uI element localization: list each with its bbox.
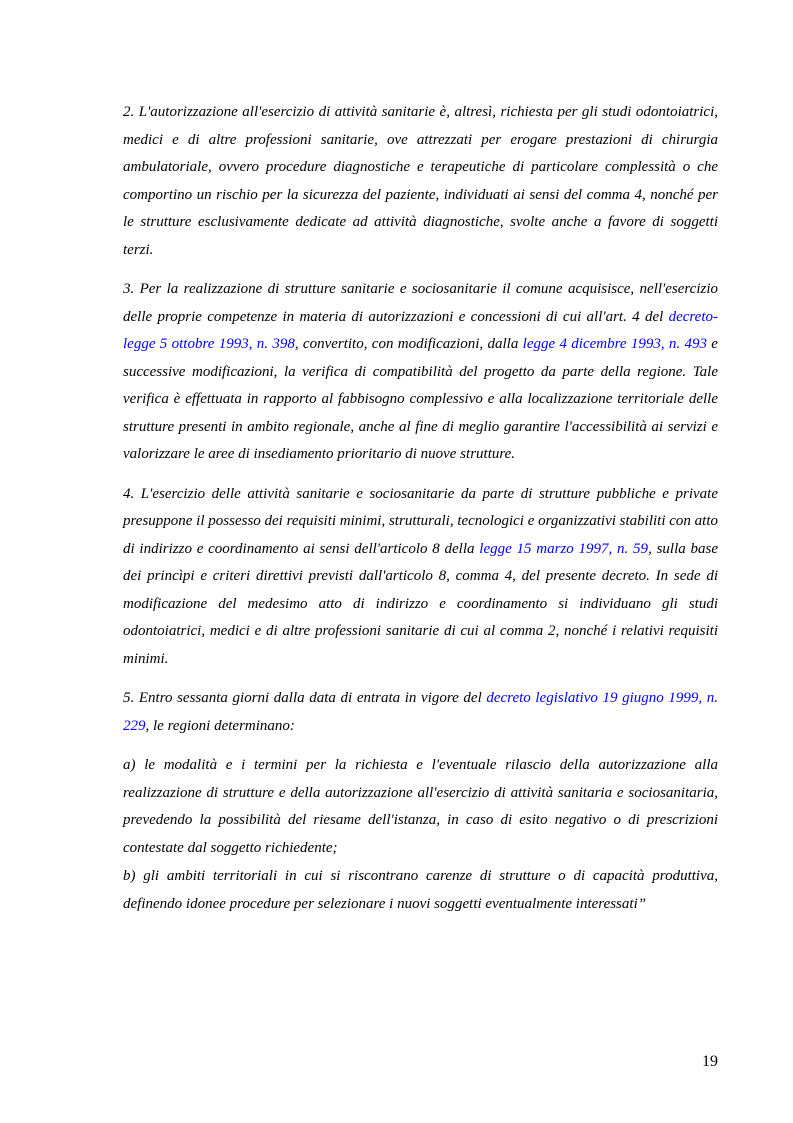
paragraph-letter-b: b) gli ambiti territoriali in cui si riscontrano carenze di strutture o di capacità produttiva, definendo idonee procedure per selezionare i nuovi soggetti eventualmente interessati” (123, 868, 718, 912)
page-number: 19 (702, 1053, 718, 1070)
link-decreto-legislativo-229-1999[interactable]: decreto legislativo 19 giugno 1999, n. 229 (123, 690, 718, 734)
paragraph-text: , sulla base dei princìpi e criteri direttivi previsti dall'articolo 8, comma 4, del presente decreto. In sede di modificazione del medesimo atto di indirizzo e coordinamento si individuano gli studi odontoiatrici, medici e di altre professioni sanitarie di cui al comma 2, nonché i relativi requisiti minimi. (123, 540, 718, 667)
paragraph-text: 5. Entro sessanta giorni dalla data di entrata in vigore del (123, 690, 487, 706)
paragraph-text: 4. L'esercizio delle attività sanitarie e sociosanitarie da parte di strutture pubbliche e private presuppone il possesso dei requisiti minimi, strutturali, tecnologici e organizzativi stabiliti con atto di indirizzo e coordinamento ai sensi dell'articolo 8 della (123, 485, 718, 557)
paragraph-comma-4 (123, 481, 718, 674)
paragraph-letter-a: a) le modalità e i termini per la richiesta e l'eventuale rilascio della autorizzazione alla realizzazione di strutture e della autorizzazione all'esercizio di attività sanitaria e sociosanitaria, prevedendo la possibilità del riesame dell'istanza, in caso di esito negativo o di prescrizioni contestate dal soggetto richiedente; (123, 757, 718, 856)
paragraph-comma-2: 2. L'autorizzazione all'esercizio di attività sanitarie è, altresì, richiesta per gli studi odontoiatrici, medici e di altre professioni sanitarie, ove attrezzati per erogare prestazioni di chirurgia ambulatoriale, ovvero procedure diagnostiche e terapeutiche di particolare complessità o che comportino un rischio per la sicurezza del paziente, individuati ai sensi del comma 4, nonché per le strutture esclusivamente dedicate ad attività diagnostiche, svolte anche a favore di soggetti terzi. (123, 104, 718, 258)
paragraph-text: 3. Per la realizzazione di strutture sanitarie e sociosanitarie il comune acquisisce, nell'esercizio delle proprie competenze in materia di autorizzazioni e concessioni di cui all'art. 4 del (123, 281, 718, 325)
link-legge-493-1993[interactable]: legge 4 dicembre 1993, n. 493 (522, 336, 707, 352)
document-body (123, 99, 718, 930)
paragraph-comma-3 (123, 276, 718, 469)
link-decreto-legge-398-1993[interactable]: decreto-legge 5 ottobre 1993, n. 398 (123, 308, 718, 352)
link-legge-59-1997[interactable]: legge 15 marzo 1997, n. 59 (479, 540, 649, 557)
paragraph-text: , le regioni determinano: (145, 717, 295, 734)
paragraph-comma-5 (123, 685, 718, 740)
paragraph-text: , convertito, con modificazioni, dalla (294, 336, 523, 352)
paragraph-text: e successive modificazioni, la verifica di compatibilità del progetto da parte della regione. Tale verifica è effettuata in rapporto al fabbisogno complessivo e alla localizzazione territoriale delle strutture presenti in ambito regionale, anche al fine di meglio garantire l'accessibilità ai servizi e valorizzare le aree di insediamento prioritario di nuove strutture. (123, 336, 718, 462)
